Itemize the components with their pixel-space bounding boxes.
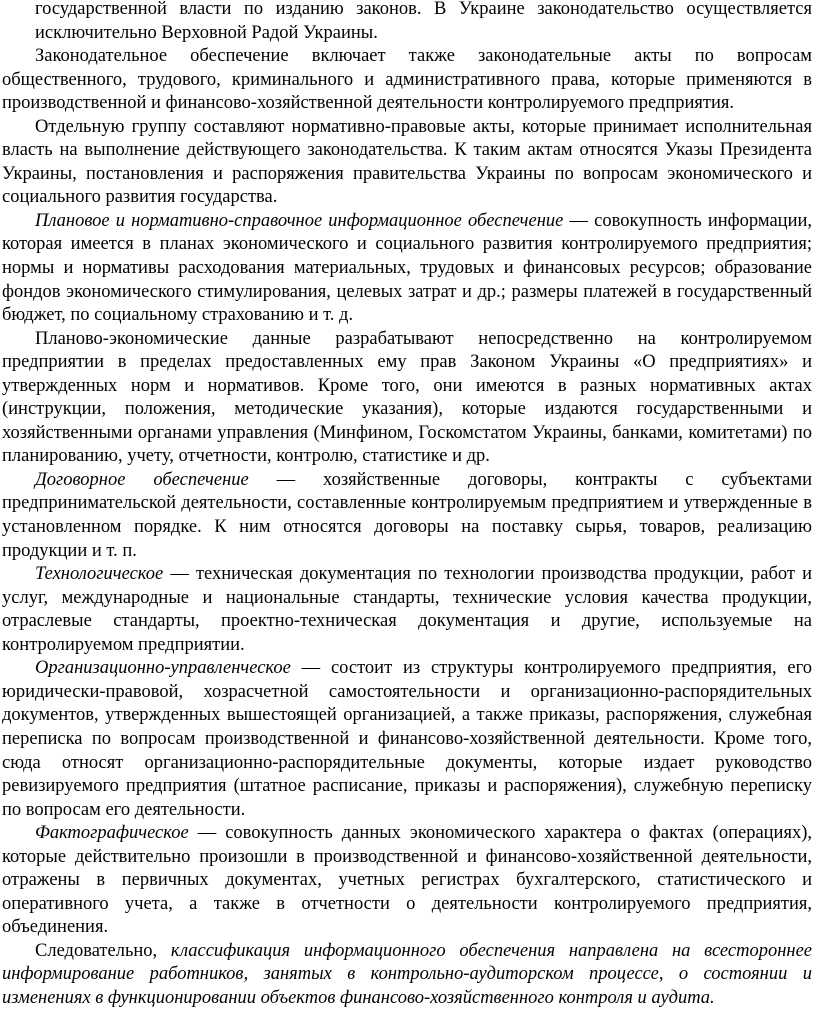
paragraph-text: — совокупность информации, которая имеется в планах экономического и социального развития контролируемого предприятия; нормы и нормативы расходования материальных, трудовых и финансовых ресурсов; образование фондов экономического стимулирования, целевых затрат и др.; размеры платежей в государственный бюджет, по социальному страхованию и т. д. xyxy=(2,210,812,326)
term-italic: Технологическое xyxy=(35,564,164,585)
term-italic: Фактографическое xyxy=(35,823,189,844)
paragraph-continuation xyxy=(2,0,812,45)
paragraph-conclusion xyxy=(2,940,812,1011)
conclusion-italic: классификация информационного обеспечения направлена на всестороннее информирование работников, занятых в контрольно-аудиторском процессе, о состоянии и изменениях в функционировании объектов финансово-хозяйственного контроля и аудита. xyxy=(2,940,812,1008)
paragraph-lead-plain: Следовательно, xyxy=(35,940,171,961)
paragraph-text: Отдельную группу составляют нормативно-правовые акты, которые принимает исполнительная власть на выполнение действующего законодательства. К таким актам относятся Указы Президента Украины, постановления и распоряжения правительства Украины по вопросам экономического и социального развития государства. xyxy=(2,116,812,208)
paragraph-text: Законодательное обеспечение включает также законодательные акты по вопросам общественного, трудового, криминального и административного права, которые применяются в производственной и финансово-хозяйственной деятельности контролируемого предприятия. xyxy=(2,46,812,114)
paragraph-text: — техническая документация по технологии производства продукции, работ и услуг, международные и национальные стандарты, технические условия качества продукции, отраслевые стандарты, проектно-техническая документация и другие, используемые на контролируемом предприятии. xyxy=(2,564,812,655)
paragraph-text: — совокупность данных экономического характера о фактах (операциях), которые действительно произошли в производственной и финансово-хозяйственной деятельности, отражены в первичных документах, учетных регистрах бухгалтерского, статистического и оперативного учета, а также в отчетности о деятельности контролируемого предприятия, объединения. xyxy=(2,823,812,938)
paragraph-factographic xyxy=(2,822,812,940)
paragraph-planning-data xyxy=(2,328,812,469)
paragraph-text: Планово-экономические данные разрабатывают непосредственно на контролируемом предприятии в пределах предоставленных ему прав Законом Украины «О предприятиях» и утвержденных норм и нормативов. Кроме того, они имеются в разных нормативных актах (инструкции, положения, методические указания), которые издаются государственными и хозяйственными органами управления (Минфином, Госкомстатом Украины, банками, комитетами) по планированию, учету, отчетности, контролю, статистике и др. xyxy=(2,328,812,467)
paragraph-normative-acts xyxy=(2,116,812,210)
term-italic: Организационно-управленческое xyxy=(35,658,291,679)
paragraph-contract-support xyxy=(2,469,812,563)
paragraph-organizational xyxy=(2,657,812,822)
paragraph-legislative-support xyxy=(2,45,812,116)
term-italic: Договорное обеспечение xyxy=(35,469,249,490)
paragraph-technological xyxy=(2,563,812,657)
paragraph-planning-support xyxy=(2,210,812,328)
paragraph-text: — состоит из структуры контролируемого предприятия, его юридически-правовой, хозрасчетной самостоятельности и организационно-распорядительных документов, утвержденных вышестоящей организацией, а также приказы, распоряжения, служебная переписка по вопросам производственной и финансово-хозяйственной деятельности. Кроме того, сюда относят организационно-распорядительные документы, которые издает руководство ревизируемого предприятия (штатное расписание, приказы и распоряжения), служебную переписку по вопросам его деятельности. xyxy=(2,658,812,820)
paragraph-text: — хозяйственные договоры, контракты с субъектами предпринимательской деятельности, составленные контролируемым предприятием и утвержденные в установленном порядке. К ним относятся договоры на поставку сырья, товаров, реализацию продукции и т. п. xyxy=(2,469,813,561)
paragraph-text: государственной власти по изданию законов. В Украине законодательство осуществляется исключительно Верховной Радой Украины. xyxy=(35,0,812,43)
term-italic: Плановое и нормативно-справочное информационное обеспечение xyxy=(35,210,564,231)
